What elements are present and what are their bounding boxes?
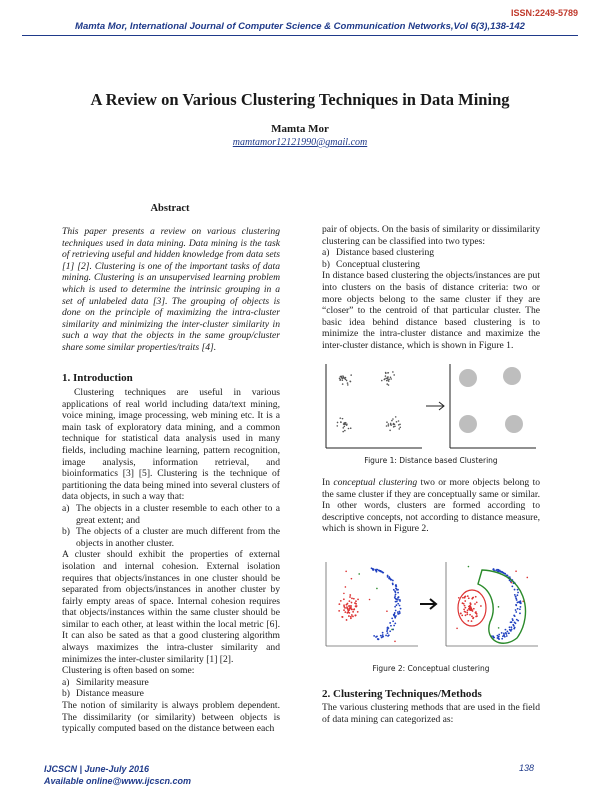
scatter-point — [397, 611, 399, 613]
scatter-point — [343, 606, 345, 608]
scatter-point — [474, 603, 476, 605]
scatter-point — [394, 595, 396, 597]
scatter-point — [498, 606, 500, 608]
scatter-point — [506, 635, 508, 637]
scatter-point — [466, 613, 468, 615]
scatter-point — [389, 430, 391, 432]
scatter-point — [513, 625, 515, 627]
list-item: b) Conceptual clustering — [322, 258, 420, 270]
scatter-point — [526, 577, 528, 579]
scatter-point — [501, 638, 503, 640]
figure-2-conceptual-clustering — [322, 560, 540, 652]
scatter-point — [350, 374, 352, 376]
scatter-point — [460, 613, 462, 615]
footer-journal — [44, 763, 191, 787]
scatter-point — [336, 425, 338, 427]
scatter-point — [504, 573, 506, 575]
paper-title: A Review on Various Clustering Techniques in Data Mining — [90, 90, 510, 109]
scatter-point — [348, 609, 350, 611]
scatter-point — [395, 598, 397, 600]
scatter-point — [476, 601, 478, 603]
scatter-point — [385, 375, 387, 377]
scatter-point — [519, 612, 521, 614]
scatter-point — [350, 427, 352, 429]
scatter-point — [377, 638, 379, 640]
scatter-point — [515, 611, 517, 613]
scatter-point — [348, 600, 350, 602]
scatter-point — [517, 608, 519, 610]
section-2-heading: 2. Clustering Techniques/Methods — [322, 688, 482, 700]
scatter-point — [387, 632, 389, 634]
scatter-point — [505, 629, 507, 631]
scatter-point — [397, 599, 399, 601]
scatter-point — [343, 609, 345, 611]
scatter-point — [467, 620, 469, 622]
scatter-point — [398, 428, 400, 430]
list-item: b) Distance measure — [62, 688, 144, 700]
scatter-point — [471, 615, 473, 617]
scatter-point — [467, 595, 469, 597]
scatter-point — [517, 592, 519, 594]
scatter-point — [461, 615, 463, 617]
abstract-heading: Abstract — [150, 203, 190, 214]
scatter-point — [345, 586, 347, 588]
scatter-point — [395, 610, 397, 612]
figure-2-caption: Figure 2: Conceptual clustering — [372, 664, 490, 673]
scatter-point — [464, 607, 466, 609]
scatter-point — [381, 637, 383, 639]
scatter-point — [475, 616, 477, 618]
scatter-point — [519, 600, 521, 602]
scatter-point — [469, 602, 471, 604]
scatter-point — [342, 427, 344, 429]
scatter-point — [392, 584, 394, 586]
scatter-point — [514, 589, 516, 591]
scatter-point — [400, 608, 402, 610]
scatter-point — [388, 423, 390, 425]
scatter-point — [399, 600, 401, 602]
scatter-point — [391, 617, 393, 619]
scatter-point — [463, 603, 465, 605]
scatter-point — [382, 632, 384, 634]
scatter-point — [515, 598, 517, 600]
scatter-point — [463, 608, 465, 610]
scatter-point — [353, 608, 355, 610]
scatter-point — [386, 383, 388, 385]
scatter-point — [390, 423, 392, 425]
scatter-point — [350, 616, 352, 618]
scatter-point — [398, 424, 400, 426]
scatter-point — [343, 598, 345, 600]
scatter-point — [398, 613, 400, 615]
scatter-point — [395, 585, 397, 587]
scatter-point — [468, 566, 470, 568]
scatter-point — [464, 611, 466, 613]
scatter-point — [394, 641, 396, 643]
scatter-point — [382, 636, 384, 638]
scatter-point — [351, 602, 353, 604]
scatter-point — [387, 627, 389, 629]
scatter-point — [376, 588, 378, 590]
conceptual-clustering-term: conceptual clustering — [333, 477, 418, 488]
scatter-point — [468, 597, 470, 599]
scatter-point — [395, 604, 397, 606]
scatter-point — [456, 628, 458, 630]
scatter-point — [505, 633, 507, 635]
scatter-point — [492, 569, 494, 571]
scatter-point — [511, 626, 513, 628]
scatter-point — [395, 601, 397, 603]
scatter-point — [398, 420, 400, 422]
scatter-point — [388, 380, 390, 382]
scatter-point — [344, 611, 346, 613]
scatter-point — [343, 423, 345, 425]
scatter-point — [352, 616, 354, 618]
scatter-point — [393, 614, 395, 616]
scatter-point — [390, 424, 392, 426]
scatter-point — [346, 424, 348, 426]
scatter-point — [390, 378, 392, 380]
list-item: a) Distance based clustering — [322, 247, 435, 259]
scatter-point — [517, 620, 519, 622]
scatter-point — [390, 376, 392, 378]
intro-heading: 1. Introduction — [62, 372, 133, 384]
scatter-point — [387, 372, 389, 374]
scatter-point — [515, 596, 517, 598]
scatter-point — [470, 609, 472, 611]
intro-paragraph: A cluster should exhibit the properties of external isolation and internal cohesion. External isolation requires that objects/instances in one cluster should be separated from objects/instances in another cluster by fairly empty areas of space. Internal cohesion requires that objects/instances within the same cluster should be similar to each other, at least within the local metric [6]. It can also be sated as that a good clustering algorithm always maximizes the intra-cluster similarity and minimizes the inter-cluster similarity [1] [2]. — [62, 549, 280, 665]
scatter-point — [347, 382, 349, 384]
scatter-point — [371, 567, 373, 569]
scatter-point — [348, 428, 350, 430]
scatter-point — [395, 416, 397, 418]
scatter-point — [346, 604, 348, 606]
scatter-point — [515, 570, 517, 572]
scatter-point — [471, 620, 473, 622]
list-item: a) Similarity measure — [62, 676, 149, 688]
scatter-point — [340, 600, 342, 602]
journal-header: Mamta Mor, International Journal of Computer Science & Communication Networks,Vol 6(3),138-142 — [75, 21, 525, 32]
scatter-point — [464, 600, 466, 602]
scatter-point — [385, 635, 387, 637]
scatter-point — [514, 594, 516, 596]
scatter-point — [464, 605, 466, 607]
scatter-point — [458, 597, 460, 599]
page-number: 138 — [518, 763, 534, 773]
scatter-point — [388, 634, 390, 636]
scatter-point — [497, 637, 499, 639]
scatter-point — [345, 571, 347, 573]
scatter-point — [492, 635, 494, 637]
scatter-point — [513, 614, 515, 616]
scatter-point — [515, 604, 517, 606]
scatter-point — [509, 626, 511, 628]
intro-body — [62, 387, 280, 735]
scatter-point — [344, 430, 346, 432]
scatter-point — [504, 636, 506, 638]
scatter-point — [386, 380, 388, 382]
scatter-point — [511, 629, 513, 631]
scatter-point — [375, 569, 377, 571]
scatter-point — [519, 608, 521, 610]
scatter-point — [387, 576, 389, 578]
intro-paragraph: Clustering techniques are useful in various applications of real world including data/text mining, voice mining, image processing, web mining etc. It is a main task of exploratory data mining, and a common technique for statistical data analysis used in many fields, including machine learning, pattern recognition, image analysis, information retrieval, and bioinformatics [3] [5]. Clustering is the technique of partitioning the data being mined into several clusters of data objects, in such a way that: — [62, 387, 280, 503]
scatter-point — [341, 378, 343, 380]
scatter-point — [506, 631, 508, 633]
scatter-point — [392, 418, 394, 420]
scatter-point — [394, 425, 396, 427]
section-2-text: The various clustering methods that are used in the field of data mining can categorized as: — [322, 702, 540, 725]
header-rule — [22, 35, 578, 36]
scatter-point — [511, 582, 513, 584]
scatter-point — [394, 617, 396, 619]
scatter-point — [392, 371, 394, 373]
list-item: b) The objects of a cluster are much different from the objects in another cluster. — [62, 526, 280, 549]
scatter-point — [349, 594, 351, 596]
scatter-point — [517, 589, 519, 591]
right-column-top — [322, 224, 540, 352]
scatter-point — [399, 426, 401, 428]
scatter-point — [476, 613, 478, 615]
scatter-point — [350, 381, 352, 383]
scatter-point — [508, 632, 510, 634]
scatter-point — [385, 372, 387, 374]
scatter-point — [386, 421, 388, 423]
scatter-point — [520, 606, 522, 608]
scatter-point — [348, 615, 350, 617]
scatter-point — [399, 605, 401, 607]
scatter-point — [517, 594, 519, 596]
body-paragraph: In distance based clustering the objects/instances are put into clusters on the basis of distance criteria: two or more objects belong to the same cluster if they are “closer” to the centroid of that particular cluster. The basic idea behind distance based clustering is to minimize the intra-cluster distance and maximize the inter-cluster distance, which is shown in Figure 1. — [322, 270, 540, 351]
scatter-point — [503, 632, 505, 634]
scatter-point — [468, 608, 470, 610]
scatter-point — [394, 597, 396, 599]
scatter-point — [339, 417, 341, 419]
scatter-point — [382, 634, 384, 636]
scatter-point — [349, 607, 351, 609]
scatter-point — [498, 636, 500, 638]
body-paragraph: pair of objects. On the basis of similarity or dissimilarity clustering can be classified into two types: — [322, 224, 540, 247]
scatter-point — [393, 625, 395, 627]
scatter-point — [380, 635, 382, 637]
scatter-point — [475, 596, 477, 598]
abstract-text: This paper presents a review on various clustering techniques used in data mining. Data mining is the task of retrieving useful and hidden knowledge from data sets [1] [2]. Clustering is one of the important tasks of data mining. Clustering is an unsupervised learning problem which is used to determine the intrinsic grouping in a set of unlabeled data [3]. The grouping of objects is done on the principle of maximizing the intra-cluster similarity and minimizing the inter-cluster similarity in such a way that the objects in the same group/cluster share some similar properties/traits [4]. — [62, 226, 280, 353]
scatter-point — [398, 596, 400, 598]
scatter-point — [397, 603, 399, 605]
scatter-point — [389, 622, 391, 624]
scatter-point — [393, 374, 395, 376]
scatter-point — [519, 602, 521, 604]
scatter-point — [337, 422, 339, 424]
scatter-point — [469, 614, 471, 616]
scatter-point — [389, 630, 391, 632]
scatter-point — [395, 593, 397, 595]
scatter-point — [387, 377, 389, 379]
scatter-point — [497, 569, 499, 571]
scatter-point — [510, 621, 512, 623]
figure-1-caption: Figure 1: Distance based Clustering — [364, 456, 498, 465]
scatter-point — [466, 612, 468, 614]
scatter-point — [342, 418, 344, 420]
scatter-point — [343, 593, 345, 595]
scatter-point — [498, 634, 500, 636]
scatter-point — [381, 380, 383, 382]
footer-issue: IJCSCN | June-July 2016 — [44, 764, 150, 774]
author-name: Mamta Mor — [271, 123, 329, 135]
scatter-point — [393, 589, 395, 591]
scatter-point — [386, 425, 388, 427]
scatter-point — [396, 421, 398, 423]
scatter-point — [345, 377, 347, 379]
scatter-point — [397, 592, 399, 594]
scatter-point — [388, 384, 390, 386]
scatter-point — [512, 619, 514, 621]
scatter-point — [346, 606, 348, 608]
scatter-point — [346, 380, 348, 382]
scatter-point — [340, 421, 342, 423]
scatter-point — [388, 425, 390, 427]
scatter-point — [498, 638, 500, 640]
scatter-point — [349, 596, 351, 598]
scatter-point — [386, 630, 388, 632]
scatter-point — [390, 625, 392, 627]
scatter-point — [357, 611, 359, 613]
scatter-point — [355, 603, 357, 605]
scatter-point — [338, 603, 340, 605]
scatter-point — [353, 598, 355, 600]
scatter-point — [350, 617, 352, 619]
scatter-point — [391, 629, 393, 631]
scatter-point — [399, 611, 401, 613]
footer-availability-link[interactable]: Available online@www.ijcscn.com — [44, 776, 191, 786]
scatter-point — [373, 635, 375, 637]
scatter-point — [351, 614, 353, 616]
scatter-point — [369, 599, 371, 601]
scatter-point — [392, 620, 394, 622]
scatter-point — [342, 616, 344, 618]
scatter-point — [342, 383, 344, 385]
scatter-point — [342, 431, 344, 433]
scatter-point — [358, 573, 360, 575]
intro-paragraph: The notion of similarity is always problem dependent. The dissimilarity (or similarity) between objects is typically computed based on the distance between each — [62, 700, 280, 735]
scatter-point — [347, 611, 349, 613]
right-column-mid: In conceptual clustering two or more objects belong to the same cluster if they are conceptually same or similar. In other words, clusters are formed according to descriptive concepts, not according to distance measure, which is shown in Figure 2. — [322, 477, 541, 535]
scatter-point — [394, 606, 396, 608]
scatter-point — [390, 579, 392, 581]
scatter-point — [469, 606, 471, 608]
scatter-point — [498, 627, 500, 629]
scatter-point — [502, 635, 504, 637]
scatter-point — [348, 605, 350, 607]
scatter-point — [394, 615, 396, 617]
scatter-point — [471, 598, 473, 600]
scatter-point — [389, 577, 391, 579]
scatter-point — [384, 378, 386, 380]
scatter-point — [347, 384, 349, 386]
scatter-point — [395, 588, 397, 590]
scatter-point — [507, 575, 509, 577]
scatter-point — [394, 623, 396, 625]
scatter-point — [394, 590, 396, 592]
issn-label: ISSN:2249-5789 — [510, 8, 578, 18]
scatter-point — [501, 632, 503, 634]
scatter-point — [467, 609, 469, 611]
scatter-point — [346, 619, 348, 621]
scatter-point — [356, 605, 358, 607]
scatter-point — [354, 614, 356, 616]
scatter-point — [342, 379, 344, 381]
scatter-point — [352, 611, 354, 613]
scatter-point — [511, 585, 513, 587]
figure-1-distance-clustering — [322, 360, 540, 452]
scatter-point — [341, 376, 343, 378]
scatter-point — [465, 614, 467, 616]
scatter-point — [339, 379, 341, 381]
scatter-point — [501, 571, 503, 573]
author-email-link[interactable]: mamtamor12121990@gmail.com — [232, 137, 368, 148]
list-item: a) The objects in a cluster resemble to each other to a great extent; and — [62, 502, 280, 526]
scatter-point — [464, 595, 466, 597]
scatter-point — [379, 570, 381, 572]
scatter-point — [375, 636, 377, 638]
scatter-point — [351, 578, 353, 580]
scatter-point — [515, 622, 517, 624]
scatter-point — [351, 598, 353, 600]
scatter-point — [357, 598, 359, 600]
scatter-point — [381, 571, 383, 573]
scatter-point — [342, 375, 344, 377]
scatter-point — [514, 627, 516, 629]
scatter-point — [473, 608, 475, 610]
scatter-point — [394, 423, 396, 425]
scatter-point — [515, 609, 517, 611]
scatter-point — [343, 426, 345, 428]
scatter-point — [338, 610, 340, 612]
scatter-point — [350, 608, 352, 610]
scatter-point — [345, 378, 347, 380]
scatter-point — [480, 605, 482, 607]
scatter-point — [462, 597, 464, 599]
scatter-point — [386, 610, 388, 612]
scatter-point — [355, 600, 357, 602]
scatter-point — [391, 420, 393, 422]
scatter-point — [472, 617, 474, 619]
intro-paragraph: Clustering is often based on some: — [62, 665, 195, 677]
